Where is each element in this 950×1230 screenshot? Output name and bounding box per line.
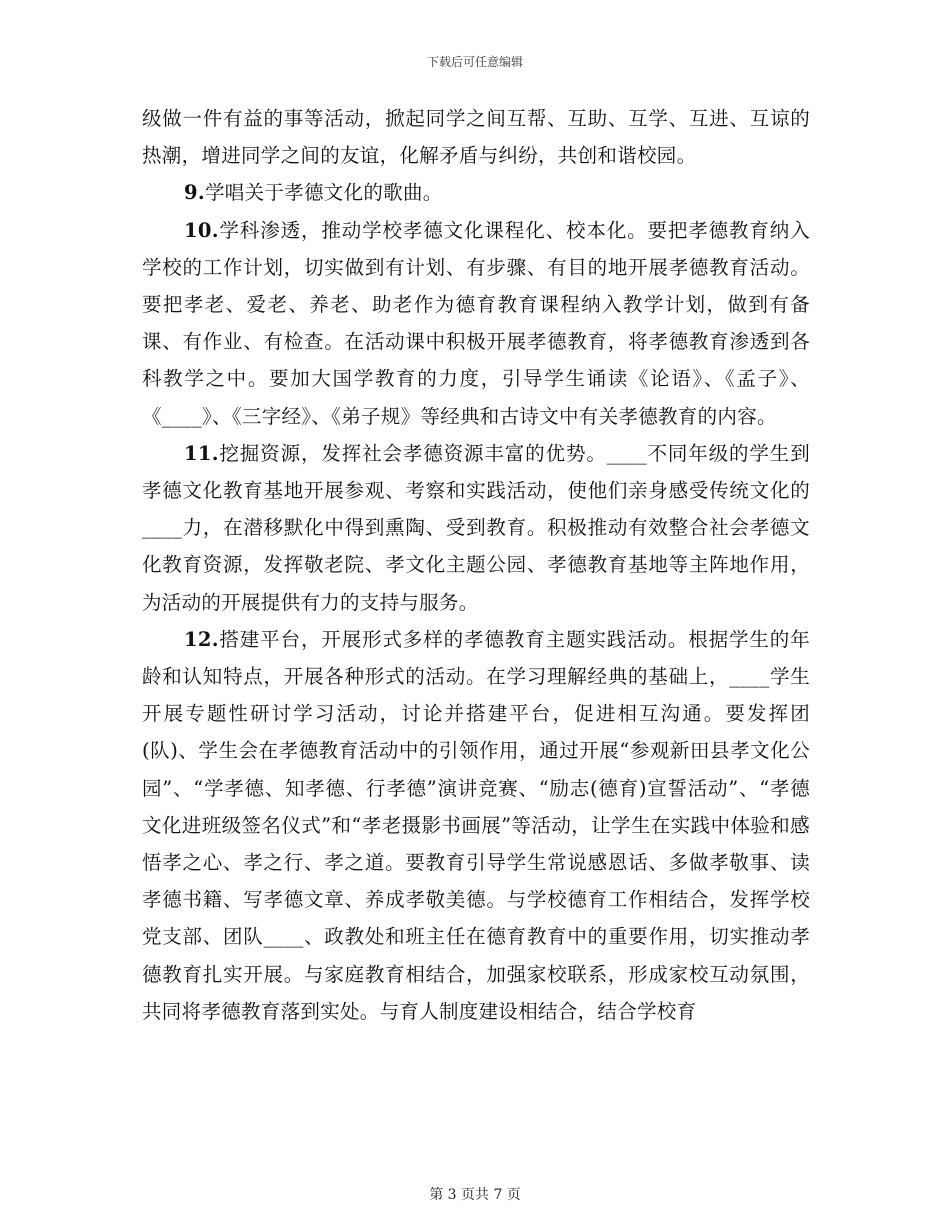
item-number: 10.	[184, 218, 219, 242]
page-header: 下载后可任意编辑	[426, 55, 523, 69]
paragraph-text: 搭建平台，开展形式多样的孝德教育主题实践活动。根据学生的年龄和认知特点，开展各种形式的活动。在学习理解经典的基础上，____学生开展专题性研讨学习活动，讨论并搭建平台，促进相互沟通。要发挥团(队)、学生会在孝德教育活动中的引领作用，通过开展“参观新田县孝文化公园”、“学孝德、知孝德、行孝德”演讲竞赛、“励志(德育)宣誓活动”、“孝德文化进班级签名仪式”和“孝老摄影书画展”等活动，让学生在实践中体验和感悟孝之心、孝之行、孝之道。要教育引导学生常说感恩话、多做孝敬事、读孝德书籍、写孝德文章、养成孝敬美德。与学校德育工作相结合，发挥学校党支部、团队____、政教处和班主任在德育教育中的重要作用，切实推动孝德教育扎实开展。与家庭教育相结合，加强家校联系，形成家校互动氛围，共同将孝德教育落到实处。与育人制度建设相结合，结合学校育	[142, 627, 810, 1023]
item-number: 9.	[184, 181, 205, 205]
paragraph-text: 学唱关于孝德文化的歌曲。	[204, 181, 443, 205]
paragraph-continuation	[142, 100, 810, 174]
paragraph-text: 级做一件有益的事等活动，掀起同学之间互帮、互助、互学、互进、互谅的热潮，增进同学之间的友谊，化解矛盾与纠纷，共创和谐校园。	[142, 107, 810, 168]
paragraph-item-11	[142, 435, 810, 621]
item-number: 12.	[184, 627, 219, 651]
paragraph-item-9	[142, 174, 810, 211]
paragraph-item-10	[142, 212, 810, 435]
paragraph-item-12	[142, 621, 810, 1030]
item-number: 11.	[184, 441, 219, 465]
paragraph-text: 学科渗透，推动学校孝德文化课程化、校本化。要把孝德教育纳入学校的工作计划，切实做到有计划、有步骤、有目的地开展孝德教育活动。要把孝老、爱老、养老、助老作为德育教育课程纳入教学计划，做到有备课、有作业、有检查。在活动课中积极开展孝德教育，将孝德教育渗透到各科教学之中。要加大国学教育的力度，引导学生诵读《论语》、《孟子》、《____》、《三字经》、《弟子规》等经典和古诗文中有关孝德教育的内容。	[142, 218, 810, 428]
page-footer: 第 3 页共 7 页	[429, 1187, 521, 1203]
document-body	[142, 100, 810, 1030]
paragraph-text: 挖掘资源，发挥社会孝德资源丰富的优势。____不同年级的学生到孝德文化教育基地开展参观、考察和实践活动，使他们亲身感受传统文化的____力，在潜移默化中得到熏陶、受到教育。积极推动有效整合社会孝德文化教育资源，发挥敬老院、孝文化主题公园、孝德教育基地等主阵地作用，为活动的开展提供有力的支持与服务。	[142, 441, 810, 614]
